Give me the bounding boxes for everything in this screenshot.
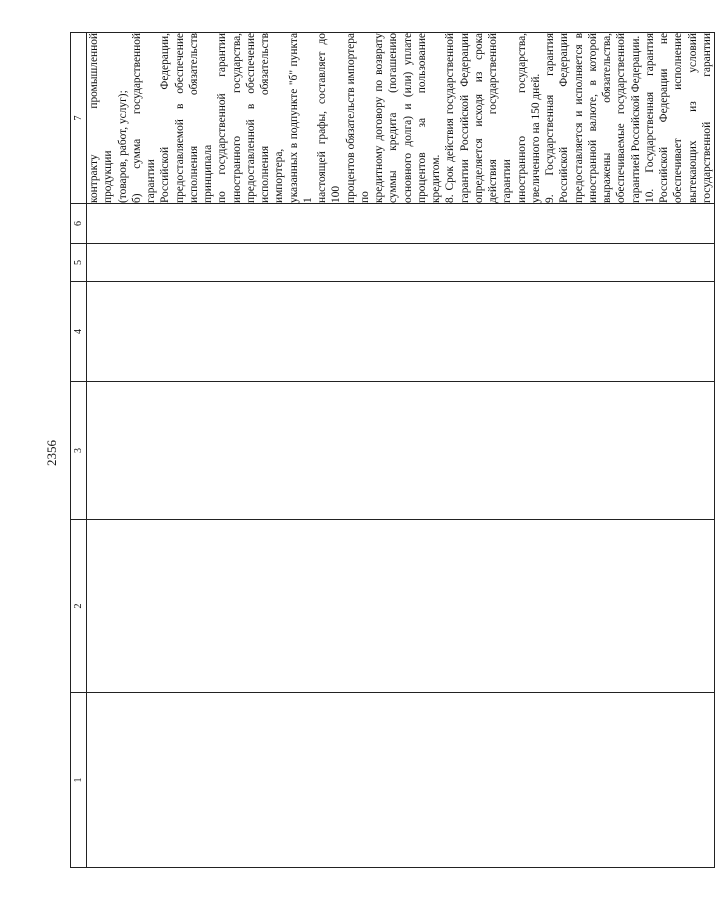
text-line: выражены обязательства, — [601, 33, 613, 203]
column-2-cell — [87, 520, 715, 693]
text-line: Российской Федерации не — [658, 33, 670, 203]
column-5-cell — [87, 244, 715, 282]
text-line: предоставленной в обеспечение — [244, 33, 257, 203]
column-6-cell — [87, 204, 715, 244]
column-4-cell — [87, 282, 715, 382]
text-line: Российской Федерации — [558, 33, 571, 203]
column-number-2: 2 — [71, 520, 87, 693]
text-line: исполнения обязательств импортера, — [259, 33, 286, 203]
rotated-table-sheet — [70, 33, 713, 868]
text-line: действия государственной гарантии — [487, 33, 514, 203]
text-line: суммы кредита (погашению — [387, 33, 400, 203]
text-line: процентов за пользование кредитом. — [415, 33, 442, 203]
text-line: 8. Срок действия государственной — [444, 33, 457, 203]
text-line: иностранного государства, — [515, 33, 528, 203]
column-7-text — [87, 33, 714, 203]
column-number-row — [71, 33, 87, 868]
column-number-5: 5 — [71, 244, 87, 282]
text-line: Российской Федерации, — [159, 33, 172, 203]
text-line: 9. Государственная гарантия — [544, 33, 556, 203]
column-number-7: 7 — [71, 33, 87, 204]
column-1-cell — [87, 693, 715, 868]
text-line: по государственной гарантии — [216, 33, 229, 203]
text-line: гарантией Российской Федерации. — [629, 35, 642, 203]
text-line: процентов обязательств импортера по — [344, 33, 371, 203]
text-line: обеспечивает исполнение — [672, 33, 685, 203]
text-line: предоставляемой в обеспечение — [173, 33, 186, 203]
text-line: 10. Государственная гарантия — [643, 33, 656, 203]
text-line: настоящей графы, составляет до 100 — [316, 33, 343, 203]
text-line: кредитному договору по возврату — [373, 33, 385, 203]
column-number-6: 6 — [71, 204, 87, 244]
text-line: контракту промышленной продукции — [88, 33, 115, 203]
column-7-cell — [87, 33, 715, 204]
column-3-cell — [87, 382, 715, 520]
text-line: увеличенного на 150 дней. — [529, 73, 542, 203]
text-line: государственной гарантии — [700, 33, 713, 203]
text-line: определяется исходя из срока — [472, 33, 485, 203]
text-line: обеспечиваемые государственной — [615, 33, 628, 203]
text-line: иностранного государства, — [230, 33, 243, 203]
text-line: вытекающих из условий — [686, 33, 699, 203]
data-table — [70, 32, 715, 868]
column-number-4: 4 — [71, 282, 87, 382]
text-line: (товаров, работ, услуг); — [116, 90, 129, 203]
text-line: б) сумма государственной гарантии — [130, 33, 157, 203]
text-line: основного долга) и (или) уплате — [401, 33, 414, 203]
text-line: иностранной валюте, в которой — [586, 33, 599, 203]
page-number: 2356 — [44, 440, 59, 466]
column-number-1: 1 — [71, 693, 87, 868]
text-line: предоставляется и исполняется в — [572, 33, 585, 203]
text-line: гарантии Российской Федерации — [458, 33, 471, 203]
table-body-row — [87, 33, 715, 868]
column-number-3: 3 — [71, 382, 87, 520]
text-line: указанных в подпункте "б" пункта 1 — [287, 33, 314, 203]
text-line: исполнения обязательств принципала — [187, 33, 214, 203]
